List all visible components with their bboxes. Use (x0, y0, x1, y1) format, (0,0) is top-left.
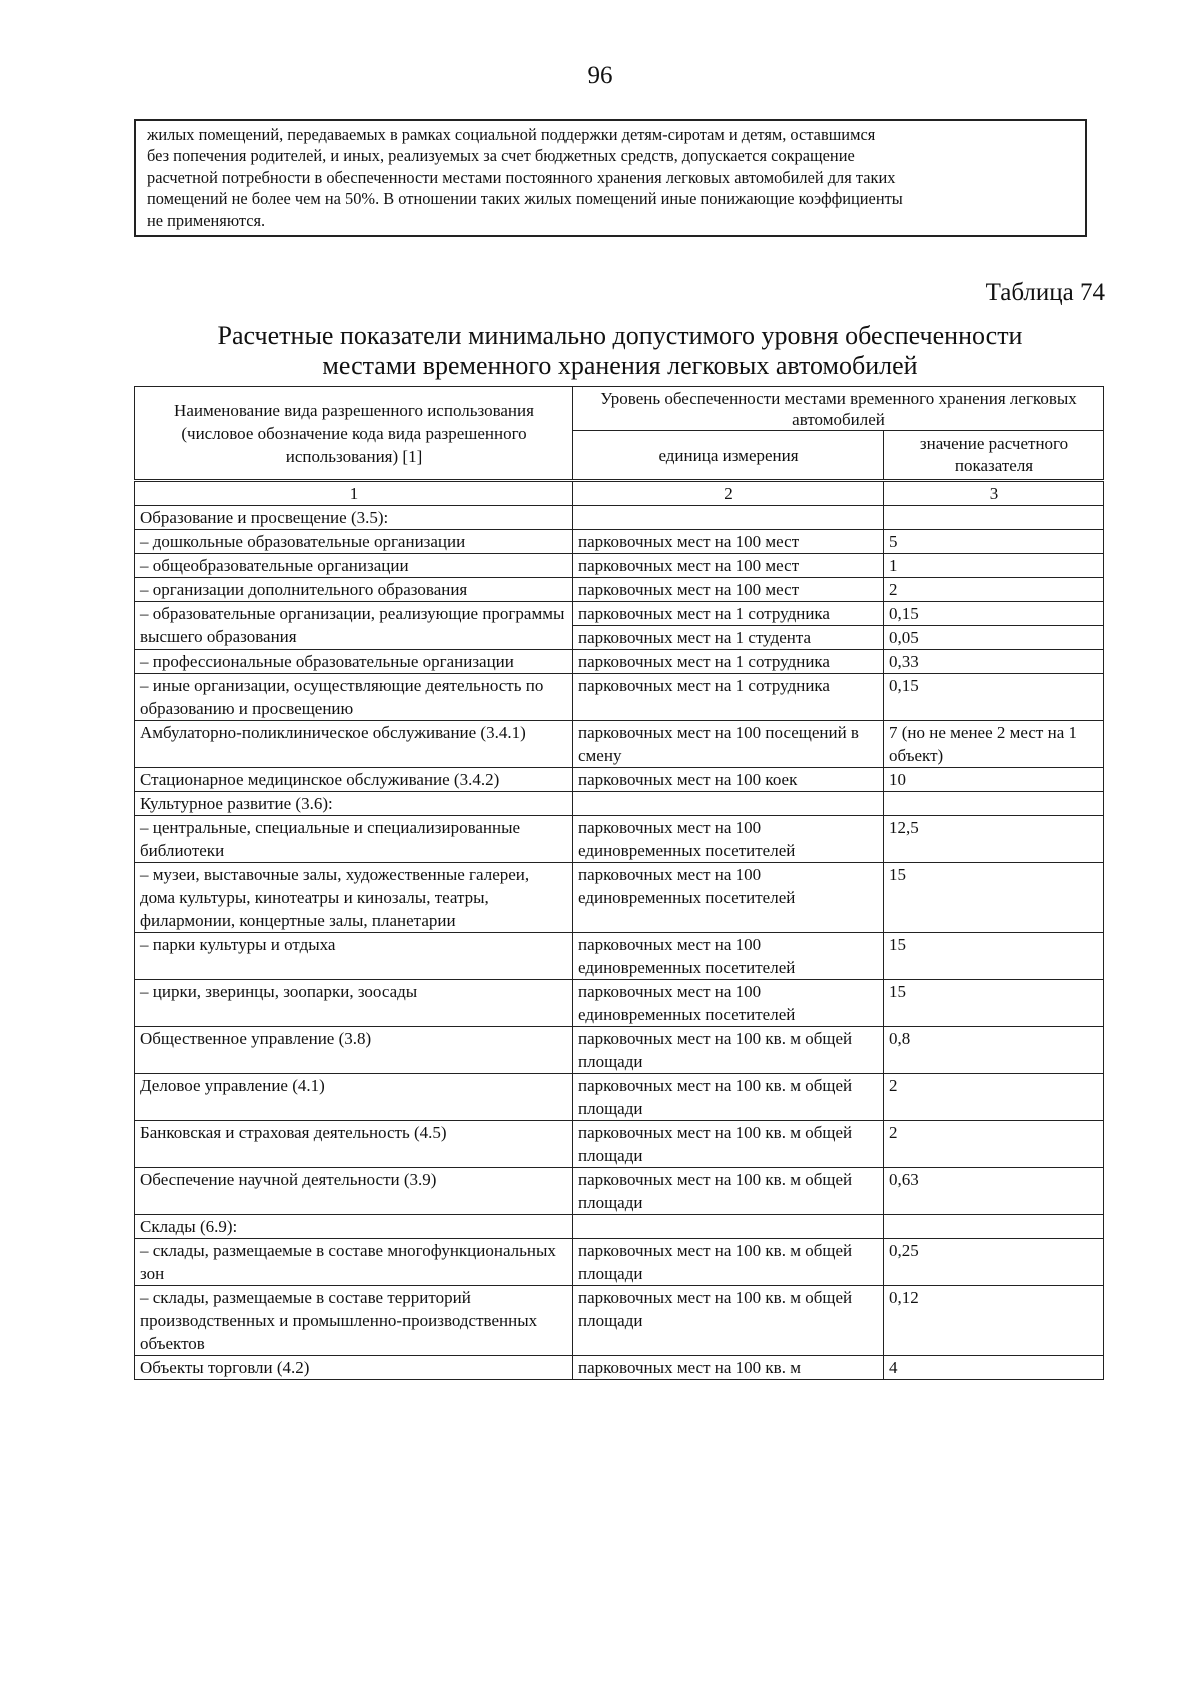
table-title-line: Расчетные показатели минимально допустимого уровня обеспеченности (217, 321, 1023, 350)
row-unit-cell: парковочных мест на 100 коек (573, 768, 884, 792)
table-title-line: местами временного хранения легковых автомобилей (322, 351, 918, 380)
header-unit-cell: единица измерения (573, 431, 884, 481)
row-unit-cell: парковочных мест на 100 кв. м общей площади (573, 1286, 884, 1356)
table-row (135, 650, 1104, 674)
column-number: 1 (135, 481, 573, 506)
note-line: жилых помещений, передаваемых в рамках социальной поддержки детям-сиротам и детям, оставшимся (147, 125, 876, 144)
table-row (135, 1286, 1104, 1356)
row-unit-cell: парковочных мест на 100 кв. м общей площади (573, 1121, 884, 1168)
row-name-cell: – общеобразовательные организации (135, 554, 573, 578)
column-number-row (135, 481, 1104, 506)
table-row (135, 674, 1104, 721)
header-group-cell: Уровень обеспеченности местами временного хранения легковых автомобилей (573, 387, 1104, 431)
row-name-cell: – музеи, выставочные залы, художественные галереи, дома культуры, кинотеатры и кинозалы, театры, филармонии, концертные залы, планетарии (135, 863, 573, 933)
row-unit-cell: парковочных мест на 100 мест (573, 554, 884, 578)
table-row (135, 506, 1104, 530)
note-line: без попечения родителей, и иных, реализуемых за счет бюджетных средств, допускается сокращение (147, 146, 855, 166)
row-unit-cell: парковочных мест на 100 кв. м общей площади (573, 1239, 884, 1286)
row-value-cell: 5 (884, 530, 1104, 554)
row-name-cell: – цирки, зверинцы, зоопарки, зоосады (135, 980, 573, 1027)
row-name-cell: Объекты торговли (4.2) (135, 1356, 573, 1380)
row-unit-cell: парковочных мест на 100 кв. м общей площади (573, 1168, 884, 1215)
row-name-cell: – профессиональные образовательные организации (135, 650, 573, 674)
table-row (135, 1168, 1104, 1215)
table-row (135, 1356, 1104, 1380)
row-value-cell (884, 1215, 1104, 1239)
table-row (135, 1121, 1104, 1168)
row-unit-cell: парковочных мест на 100 кв. м общей площади (573, 1027, 884, 1074)
row-name-cell: Банковская и страховая деятельность (4.5) (135, 1121, 573, 1168)
table-row (135, 1027, 1104, 1074)
table-row (135, 721, 1104, 768)
row-value-cell: 15 (884, 863, 1104, 933)
row-name-cell: Культурное развитие (3.6): (135, 792, 573, 816)
row-value-cell: 0,25 (884, 1239, 1104, 1286)
row-value-cell: 0,8 (884, 1027, 1104, 1074)
standards-table (134, 386, 1104, 1380)
note-box (134, 119, 1087, 237)
row-name-cell: – организации дополнительного образования (135, 578, 573, 602)
table-row (135, 1215, 1104, 1239)
row-unit-cell: парковочных мест на 100 единовременных посетителей (573, 933, 884, 980)
table-row (135, 816, 1104, 863)
row-value-cell: 15 (884, 980, 1104, 1027)
row-value-cell: 0,15 (884, 602, 1104, 626)
row-value-cell: 10 (884, 768, 1104, 792)
row-name-cell: – дошкольные образовательные организации (135, 530, 573, 554)
row-value-cell: 12,5 (884, 816, 1104, 863)
row-unit-cell (573, 792, 884, 816)
row-name-cell: – центральные, специальные и специализированные библиотеки (135, 816, 573, 863)
row-name-cell: Амбулаторно-поликлиническое обслуживание (3.4.1) (135, 721, 573, 768)
table-row (135, 933, 1104, 980)
table-label: Таблица 74 (985, 279, 1105, 306)
row-unit-cell: парковочных мест на 1 студента (573, 626, 884, 650)
row-name-cell: – парки культуры и отдыха (135, 933, 573, 980)
row-name-cell: – образовательные организации, реализующие программы высшего образования (135, 602, 573, 650)
row-name-cell: – склады, размещаемые в составе территорий производственных и промышленно-производственных объектов (135, 1286, 573, 1356)
note-line: помещений не более чем на 50%. В отношении таких жилых помещений иные понижающие коэффициенты (147, 189, 903, 209)
table-row (135, 863, 1104, 933)
table-row (135, 1239, 1104, 1286)
table-row (135, 578, 1104, 602)
row-unit-cell: парковочных мест на 100 единовременных посетителей (573, 816, 884, 863)
row-name-cell: Склады (6.9): (135, 1215, 573, 1239)
table-row (135, 980, 1104, 1027)
header-name-cell: Наименование вида разрешенного использования (числовое обозначение кода вида разрешенного использования) [1] (135, 387, 573, 481)
table-row (135, 768, 1104, 792)
row-name-cell: – склады, размещаемые в составе многофункциональных зон (135, 1239, 573, 1286)
row-value-cell: 0,12 (884, 1286, 1104, 1356)
row-value-cell: 0,05 (884, 626, 1104, 650)
table-row (135, 792, 1104, 816)
row-name-cell: Обеспечение научной деятельности (3.9) (135, 1168, 573, 1215)
row-name-cell: Стационарное медицинское обслуживание (3.4.2) (135, 768, 573, 792)
table-row (135, 1074, 1104, 1121)
row-unit-cell (573, 506, 884, 530)
row-value-cell: 0,33 (884, 650, 1104, 674)
header-value-cell: значение расчетного показателя (884, 431, 1104, 481)
note-line: расчетной потребности в обеспеченности местами постоянного хранения легковых автомобилей для таких (147, 167, 896, 187)
row-value-cell: 2 (884, 578, 1104, 602)
row-unit-cell: парковочных мест на 100 кв. м (573, 1356, 884, 1380)
row-unit-cell (573, 1215, 884, 1239)
table-row (135, 602, 1104, 626)
table-row (135, 530, 1104, 554)
row-unit-cell: парковочных мест на 1 сотрудника (573, 674, 884, 721)
row-unit-cell: парковочных мест на 100 кв. м общей площади (573, 1074, 884, 1121)
row-value-cell: 1 (884, 554, 1104, 578)
row-unit-cell: парковочных мест на 100 посещений в смену (573, 721, 884, 768)
row-unit-cell: парковочных мест на 100 мест (573, 530, 884, 554)
column-number: 2 (573, 481, 884, 506)
row-name-cell: – иные организации, осуществляющие деятельность по образованию и просвещению (135, 674, 573, 721)
row-value-cell: 4 (884, 1356, 1104, 1380)
row-name-cell: Общественное управление (3.8) (135, 1027, 573, 1074)
row-unit-cell: парковочных мест на 100 единовременных посетителей (573, 863, 884, 933)
row-unit-cell: парковочных мест на 100 единовременных посетителей (573, 980, 884, 1027)
row-value-cell: 0,63 (884, 1168, 1104, 1215)
row-value-cell: 7 (но не менее 2 мест на 1 объект) (884, 721, 1104, 768)
page-number: 96 (587, 62, 613, 89)
row-unit-cell: парковочных мест на 100 мест (573, 578, 884, 602)
table-header-row (135, 387, 1104, 431)
row-value-cell (884, 506, 1104, 530)
row-value-cell: 2 (884, 1121, 1104, 1168)
row-value-cell: 0,15 (884, 674, 1104, 721)
row-name-cell: Деловое управление (4.1) (135, 1074, 573, 1121)
note-line: не применяются. (147, 210, 266, 230)
row-name-cell: Образование и просвещение (3.5): (135, 506, 573, 530)
row-unit-cell: парковочных мест на 1 сотрудника (573, 602, 884, 626)
row-value-cell: 2 (884, 1074, 1104, 1121)
row-value-cell (884, 792, 1104, 816)
table-row (135, 554, 1104, 578)
table-title (120, 321, 1120, 381)
row-unit-cell: парковочных мест на 1 сотрудника (573, 650, 884, 674)
column-number: 3 (884, 481, 1104, 506)
row-value-cell: 15 (884, 933, 1104, 980)
